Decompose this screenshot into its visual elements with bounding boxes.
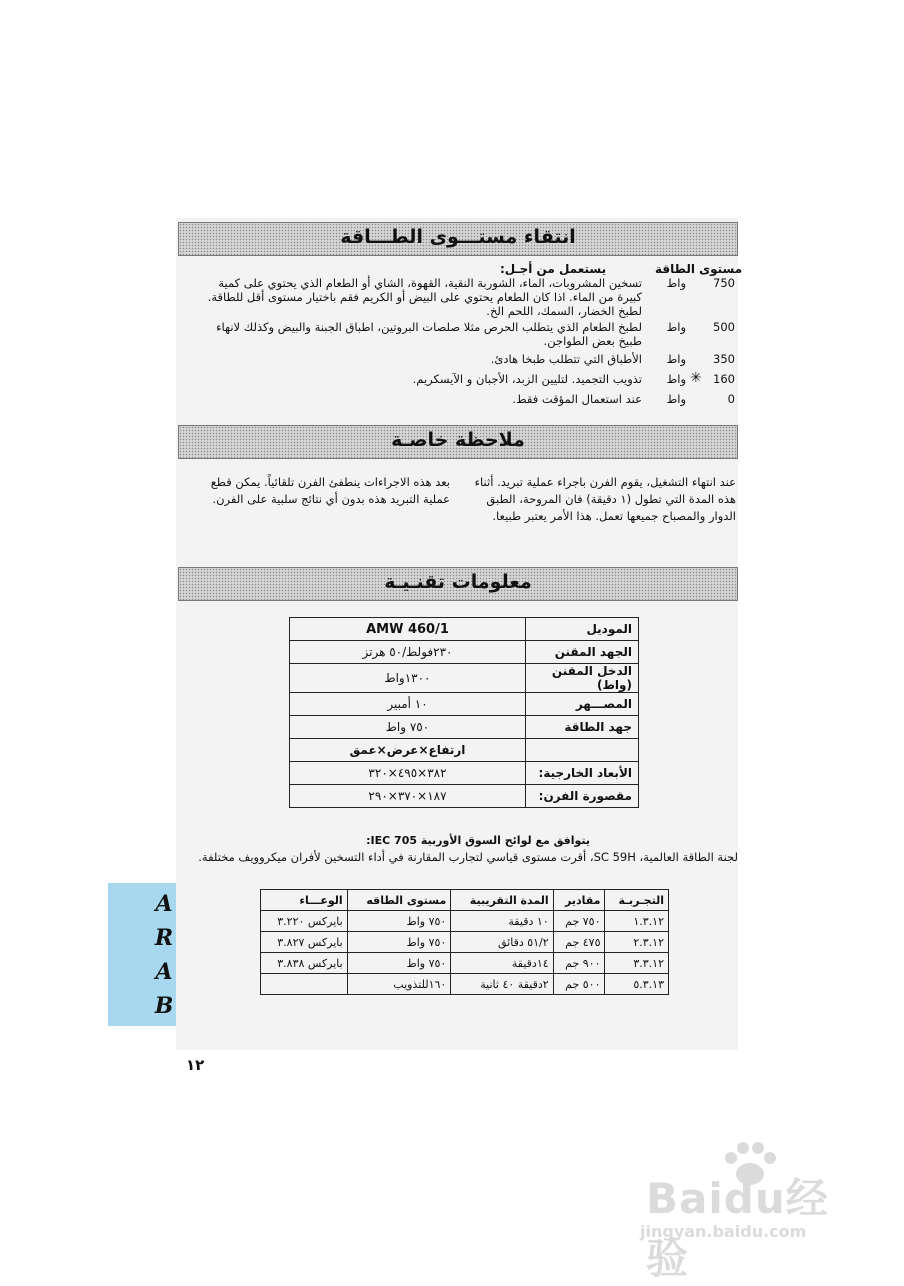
table-cell: ١٦٠للتذويب xyxy=(347,974,451,995)
table-row xyxy=(290,785,639,808)
tab-letter: A xyxy=(155,959,173,985)
watermark-logo: Baidu经验 xyxy=(646,1174,829,1283)
power-row xyxy=(200,352,735,370)
spec-key: الدخل المقنن (واط) xyxy=(526,664,639,693)
table-cell: ٥.٣.١٣ xyxy=(605,974,669,995)
power-unit: واط xyxy=(666,320,686,334)
section-header-tech xyxy=(178,567,738,601)
table-header-row xyxy=(261,890,669,911)
section-title-note: ملاحظة خاصـة xyxy=(391,429,525,451)
power-desc: تسخين المشروبات، الماء، الشوربة النقية، القهوة، الشاي أو الطعام الذي يحتوي على كمية كبيرة من الماء. اذا كان الطعام يحتوي على البيض أو الكريم فقم باختيار مستوى أقل للطاقة. لطبخ الخضار، السمك، اللحم الخ. xyxy=(207,276,642,318)
table-cell: ٢دقيقة ٤٠ ثانية xyxy=(451,974,553,995)
table-cell: ٧٥٠ واط xyxy=(347,932,451,953)
spec-key: الجهد المقنن xyxy=(526,641,639,664)
iec-body: لجنة الطاقة العالمية، SC 59H، أقرت مستوى قياسي لتجارب المقارنة في أداء التسخين لأفران ميكروويف مختلفة. xyxy=(198,850,738,864)
power-unit: واط xyxy=(666,392,686,406)
power-level-heading: مستوى الطاقة xyxy=(655,262,743,276)
table-cell: ٤٧٥ جم xyxy=(553,932,605,953)
table-row xyxy=(261,974,669,995)
table-cell: بايركس ٣.٨٣٨ xyxy=(261,953,348,974)
spec-table xyxy=(289,617,639,808)
col-header: الوعـــاء xyxy=(261,890,348,911)
power-value: 160 xyxy=(713,372,735,386)
spec-value: ٧٥٠ واط xyxy=(290,716,526,739)
power-desc: الأطباق التي تتطلب طبخا هادئ. xyxy=(490,352,642,366)
table-row xyxy=(290,716,639,739)
section-header-power xyxy=(178,222,738,256)
table-cell: ٣.٣.١٢ xyxy=(605,953,669,974)
spec-value: ٣٨٢×٤٩٥×٣٢٠ xyxy=(290,762,526,785)
spec-key: جهد الطاقة xyxy=(526,716,639,739)
table-row xyxy=(290,762,639,785)
table-cell: ١.٣.١٢ xyxy=(605,911,669,932)
power-row xyxy=(200,392,735,410)
table-cell: ٧٥٠ جم xyxy=(553,911,605,932)
table-cell: ٥٠٠ جم xyxy=(553,974,605,995)
page-number: ١٢ xyxy=(186,1056,205,1074)
table-cell: ١٤دقيقة xyxy=(451,953,553,974)
power-desc: تذويب التجميد. لتليين الزبد، الأجبان و الآيسكريم. xyxy=(412,372,642,386)
snowflake-icon: ✳ xyxy=(690,370,702,386)
test-table xyxy=(260,889,669,995)
table-row xyxy=(290,739,639,762)
spec-value: ارتفاع×عرض×عمق xyxy=(290,739,526,762)
power-unit: واط xyxy=(666,352,686,366)
power-value: 350 xyxy=(713,352,735,366)
tab-letter: A xyxy=(155,891,173,917)
spec-key: الأبعاد الخارجية: xyxy=(526,762,639,785)
spec-key: مقصورة الفرن: xyxy=(526,785,639,808)
table-cell: ٩٠٠ جم xyxy=(553,953,605,974)
col-header: المدة التقريبية xyxy=(451,890,553,911)
power-desc: لطبخ الطعام الذي يتطلب الحرص مثلا صلصات البروتين، اطباق الجبنة والبيض وكذلك لانهاء طبيخ بعض الطواجن. xyxy=(216,320,642,348)
spec-key xyxy=(526,739,639,762)
table-row xyxy=(290,693,639,716)
power-value: 750 xyxy=(713,276,735,290)
table-row xyxy=(290,664,639,693)
table-cell: بايركس ٣.٢٢٠ xyxy=(261,911,348,932)
power-row xyxy=(200,276,735,318)
tab-letter: R xyxy=(154,925,174,951)
baidu-watermark xyxy=(620,1140,870,1283)
power-use-heading: يستعمل من أجـل: xyxy=(500,262,607,276)
note-text-right: عند انتهاء التشغيل، يقوم الفرن باجراء عملية تبريد. أثناء هذه المدة التي تطول (١ دقيقة) فان المروحة، الطبق الدوار والمصباح جميعها تعمل. هذا الأمر يعتبر طبيعا. xyxy=(474,475,736,523)
table-row xyxy=(290,618,639,641)
table-row xyxy=(261,911,669,932)
iec-title: يتوافق مع لوائح السوق الأوربية IEC 705: xyxy=(366,834,590,847)
spec-value: ١٠ أمبير xyxy=(290,693,526,716)
col-header: مستوى الطاقه xyxy=(347,890,451,911)
power-value: 500 xyxy=(713,320,735,334)
spec-value: AMW 460/1 xyxy=(290,618,526,641)
power-row xyxy=(200,372,735,390)
power-unit: واط xyxy=(666,372,686,386)
table-row xyxy=(290,641,639,664)
section-title-power: انتقاء مستـــوى الطـــاقة xyxy=(340,226,576,248)
table-row xyxy=(261,953,669,974)
col-header: مقادير xyxy=(553,890,605,911)
tab-letter: B xyxy=(154,993,174,1019)
language-tab xyxy=(108,883,176,1026)
table-row xyxy=(261,932,669,953)
table-cell: ٧٥٠ واط xyxy=(347,953,451,974)
table-cell: ١٠ دقيقة xyxy=(451,911,553,932)
spec-key: المصـــهر xyxy=(526,693,639,716)
section-title-tech: معلومات تقنـيـة xyxy=(384,571,532,593)
power-desc: عند استعمال المؤقت فقط. xyxy=(512,392,642,406)
table-cell: ٧٥٠ واط xyxy=(347,911,451,932)
table-cell: بايركس ٣.٨٢٧ xyxy=(261,932,348,953)
table-cell: ٥١/٢ دقائق xyxy=(451,932,553,953)
note-text-left: بعد هذه الاجراءات ينطفئ الفرن تلقائياً. يمكن قطع عملية التبريد هذه بدون أي نتائج سلبية على الفرن. xyxy=(210,475,450,506)
spec-value: ١٨٧×٣٧٠×٢٩٠ xyxy=(290,785,526,808)
power-value: 0 xyxy=(727,392,735,406)
table-cell xyxy=(261,974,348,995)
watermark-url: jingyan.baidu.com xyxy=(640,1222,807,1241)
section-header-note xyxy=(178,425,738,459)
spec-value: ٢٣٠فولط/٥٠ هرتز xyxy=(290,641,526,664)
power-row xyxy=(200,320,735,348)
col-header: التجـربـة xyxy=(605,890,669,911)
table-cell: ٢.٣.١٢ xyxy=(605,932,669,953)
spec-key: الموديل xyxy=(526,618,639,641)
power-unit: واط xyxy=(666,276,686,290)
spec-value: ١٣٠٠واط xyxy=(290,664,526,693)
